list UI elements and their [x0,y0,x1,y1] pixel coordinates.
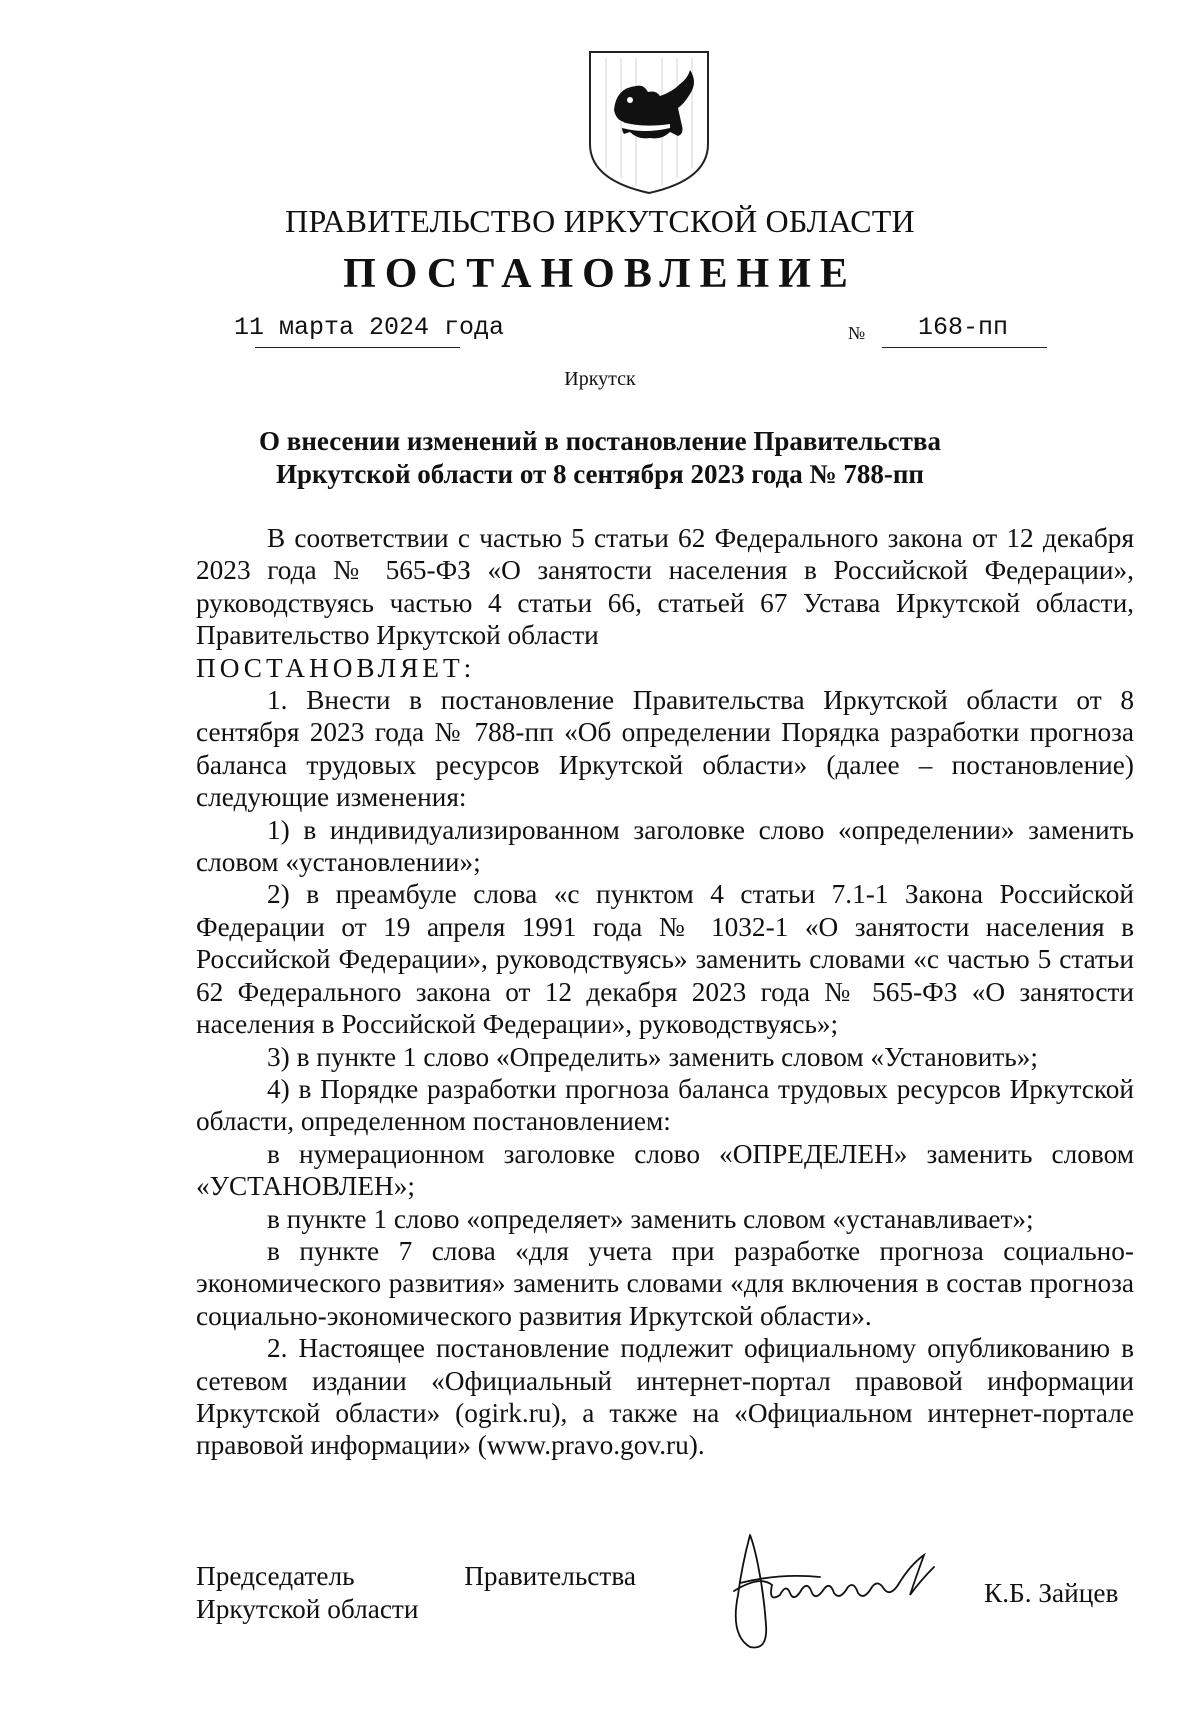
paragraph-1-4-c: в пункте 7 слова «для учета при разработке прогноза социально-экономического развития» заменить словами «для включения в состав прогноза социально-экономического развития Иркутской области». [196,1235,1134,1331]
paragraph-2: 2. Настоящее постановление подлежит официальному опубликованию в сетевом издании «Официальный интернет-портал правовой информации Иркутской области» (ogirk.ru), а также на «Официальном интернет-портале правовой информации» (www.pravo.gov.ru). [196,1333,1134,1461]
title-line-2: Иркутской области от 8 сентября 2023 года № 788-пп [276,459,924,489]
position-word-2: Правительства [464,1561,636,1591]
government-name: ПРАВИТЕЛЬСТВО ИРКУТСКОЙ ОБЛАСТИ [285,203,915,239]
paragraph-1-1: 1) в индивидуализированном заголовке слово «определении» заменить словом «установлении»; [196,814,1134,878]
number-sign: № [848,323,866,343]
number-underline [882,347,1047,348]
document-date: 11 марта 2024 года [234,313,505,342]
paragraph-1-4-b: в пункте 1 слово «определяет» заменить словом «устанавливает»; [267,1203,1034,1234]
signatory-position [196,1560,636,1626]
signature-icon [720,1525,960,1655]
document-title [200,425,1000,491]
paragraph-1-4: 4) в Порядке разработки прогноза баланса трудовых ресурсов Иркутской области, определенном постановлением: [196,1073,1134,1137]
paragraph-1-4-a: в нумерационном заголовке слово «ОПРЕДЕЛЕН» заменить словом «УСТАНОВЛЕН»; [196,1138,1134,1202]
signatory-name: К.Б. Зайцев [984,1578,1119,1608]
document-body [196,522,1134,1462]
coat-of-arms-icon [586,48,712,196]
document-number: 168-пп [918,313,1009,342]
position-word-1: Председатель [196,1561,355,1591]
document-type: ПОСТАНОВЛЕНИЕ [343,251,857,297]
title-line-1: О внесении изменений в постановление Правительства [259,426,941,456]
preamble: В соответствии с частью 5 статьи 62 Федерального закона от 12 декабря 2023 года № 565-ФЗ «О занятости населения в Российской Федерации», руководствуясь частью 4 статьи 66, статьей 67 Устава Иркутской области, Правительство Иркутской области [196,523,1134,651]
paragraph-1-2: 2) в преамбуле слова «с пунктом 4 статьи 7.1-1 Закона Российской Федерации от 19 апреля 1991 года № 1032-1 «О занятости населения в Российской Федерации», руководствуясь» заменить словами «с частью 5 статьи 62 Федерального закона от 12 декабря 2023 года № 565-ФЗ «О занятости населения в Российской Федерации», руководствуясь»; [196,879,1134,1040]
paragraph-1-3: 3) в пункте 1 слово «Определить» заменить словом «Установить»; [267,1041,1038,1072]
resolves: ПОСТАНОВЛЯЕТ: [196,652,476,683]
city: Иркутск [564,368,636,390]
date-underline [255,347,460,348]
paragraph-1: 1. Внести в постановление Правительства Иркутской области от 8 сентября 2023 года № 788-пп «Об определении Порядка разработки прогноза баланса трудовых ресурсов Иркутской области» (далее – постановление) следующие изменения: [196,685,1134,813]
position-line-2: Иркутской области [196,1594,419,1624]
